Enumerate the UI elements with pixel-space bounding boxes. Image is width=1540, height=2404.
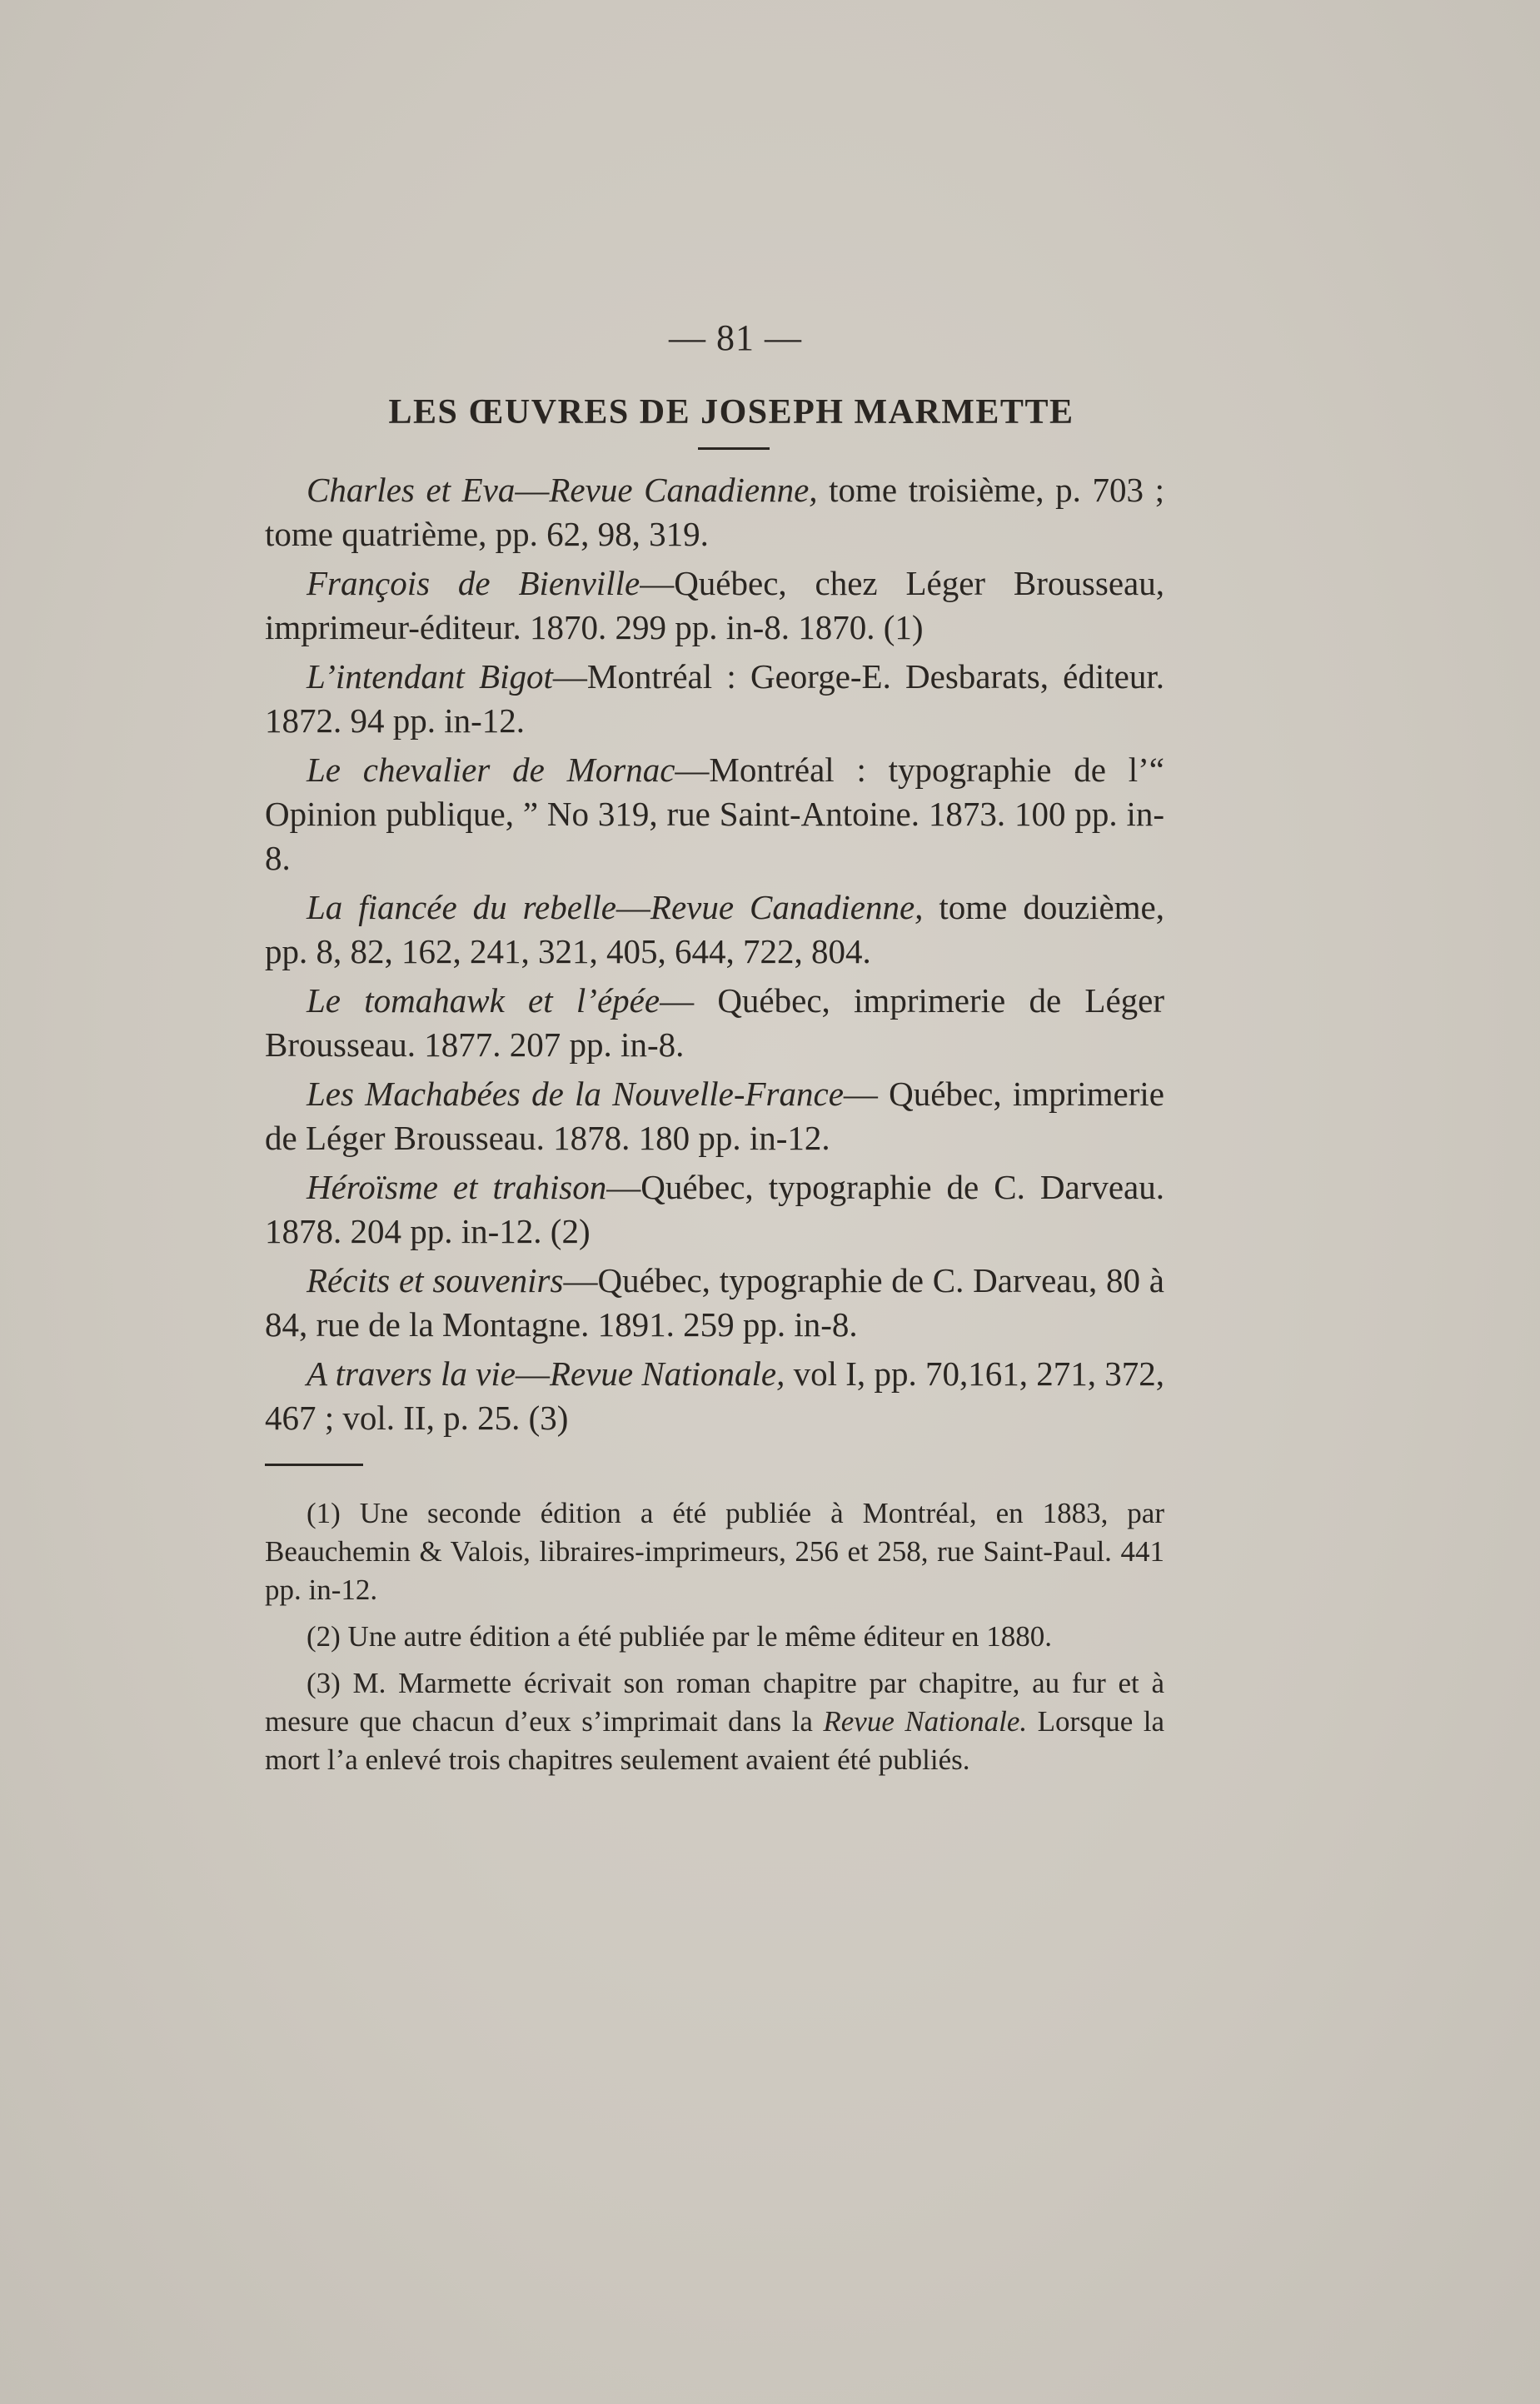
entry-details: Québec, imprimerie de Léger Brousseau. 1877. 207 pp. in-8. <box>265 981 1165 1064</box>
footnotes <box>265 1494 1164 1779</box>
entry-separator: — <box>675 751 710 789</box>
footnote-text: (2) Une autre édition a été publiée par le même éditeur en 1880. <box>307 1620 1053 1653</box>
bibliography-entry <box>265 1352 1164 1440</box>
entry-separator: — <box>563 1261 598 1299</box>
entry-journal: Revue Nationale, <box>549 1354 785 1393</box>
entry-separator: — <box>552 657 587 696</box>
entry-journal: Revue Canadienne, <box>650 888 924 926</box>
entry-journal: Revue Canadienne, <box>549 471 818 509</box>
bibliography-entry <box>265 1259 1164 1347</box>
entry-details: tome troisième, p. 703 ; tome quatrième, pp. 62, 98, 319. <box>265 471 1164 553</box>
bibliography-entry <box>265 885 1164 974</box>
footnote-text: (3) M. Marmette écrivait son roman chapitre par chapitre, au fur et à mesure que chacun d’eux s’imprimait dans la <box>265 1667 1164 1738</box>
entry-details: Québec, imprimerie de Léger Brousseau. 1878. 180 pp. in-12. <box>265 1075 1164 1157</box>
bibliography-entry <box>265 1072 1164 1160</box>
bibliography-entry <box>265 979 1164 1067</box>
entry-title: Le chevalier de Mornac <box>307 751 675 789</box>
entry-details: Québec, typographie de C. Darveau, 80 à 84, rue de la Montagne. 1891. 259 pp. in-8. <box>265 1261 1164 1344</box>
entry-title: Le tomahawk et l’épée <box>307 981 660 1020</box>
entry-separator: — <box>616 888 650 926</box>
entry-title: Héroïsme et trahison <box>307 1168 607 1206</box>
footnote <box>265 1664 1164 1779</box>
bibliography-entry <box>265 1165 1164 1254</box>
footnote-text: (1) Une seconde édition a été publiée à Montréal, en 1883, par Beauchemin & Valois, libraires-imprimeurs, 256 et 258, rue Saint-Paul. 441 pp. in-12. <box>265 1497 1164 1606</box>
entry-title: François de Bienville <box>307 564 640 602</box>
entry-title: Récits et souvenirs <box>307 1261 564 1299</box>
page-text-block <box>265 317 1164 1788</box>
page-number: — 81 — <box>669 317 802 358</box>
entry-separator: — <box>515 471 550 509</box>
footnote-journal: Revue Nationale. <box>823 1705 1028 1738</box>
entry-title: La fiancée du rebelle <box>307 888 616 926</box>
entry-separator: — <box>606 1168 641 1206</box>
entry-title: L’intendant Bigot <box>307 657 553 696</box>
bibliography-entry <box>265 561 1164 650</box>
entry-details: Montréal : George-E. Desbarats, éditeur. 1872. 94 pp. in-12. <box>265 657 1164 740</box>
entry-title: A travers la vie <box>307 1354 516 1393</box>
footnote-text-end: Lorsque la mort l’a enlevé trois chapitres seulement avaient été publiés. <box>265 1705 1164 1776</box>
entry-details: vol I, pp. 70,161, 271, 372, 467 ; vol. II, p. 25. (3) <box>265 1354 1165 1437</box>
footnote-rule <box>265 1464 363 1466</box>
bibliography-entry <box>265 748 1164 880</box>
footnote <box>265 1618 1164 1656</box>
bibliography-entry <box>265 468 1164 556</box>
entry-details: Québec, chez Léger Brousseau, imprimeur-éditeur. 1870. 299 pp. in-8. 1870. (1) <box>265 564 1164 646</box>
entry-separator: — <box>515 1354 550 1393</box>
entry-title: Charles et Eva <box>307 471 516 509</box>
entry-title: Les Machabées de la Nouvelle-France <box>307 1075 844 1113</box>
entry-details: Montréal : typographie de l’“ Opinion publique, ” No 319, rue Saint-Antoine. 1873. 100 pp. in-8. <box>265 751 1164 877</box>
page-heading: LES ŒUVRES DE JOSEPH MARMETTE <box>388 393 1074 431</box>
heading-rule <box>698 447 770 450</box>
bibliography-entry <box>265 655 1164 743</box>
entry-details: tome douzième, pp. 8, 82, 162, 241, 321, 405, 644, 722, 804. <box>265 888 1164 970</box>
entry-separator: — <box>640 564 675 602</box>
bibliography-list <box>265 468 1164 1440</box>
entry-details: Québec, typographie de C. Darveau. 1878. 204 pp. in-12. (2) <box>265 1168 1164 1250</box>
entry-separator: — <box>843 1075 890 1113</box>
entry-separator: — <box>660 981 718 1020</box>
footnote <box>265 1494 1164 1609</box>
